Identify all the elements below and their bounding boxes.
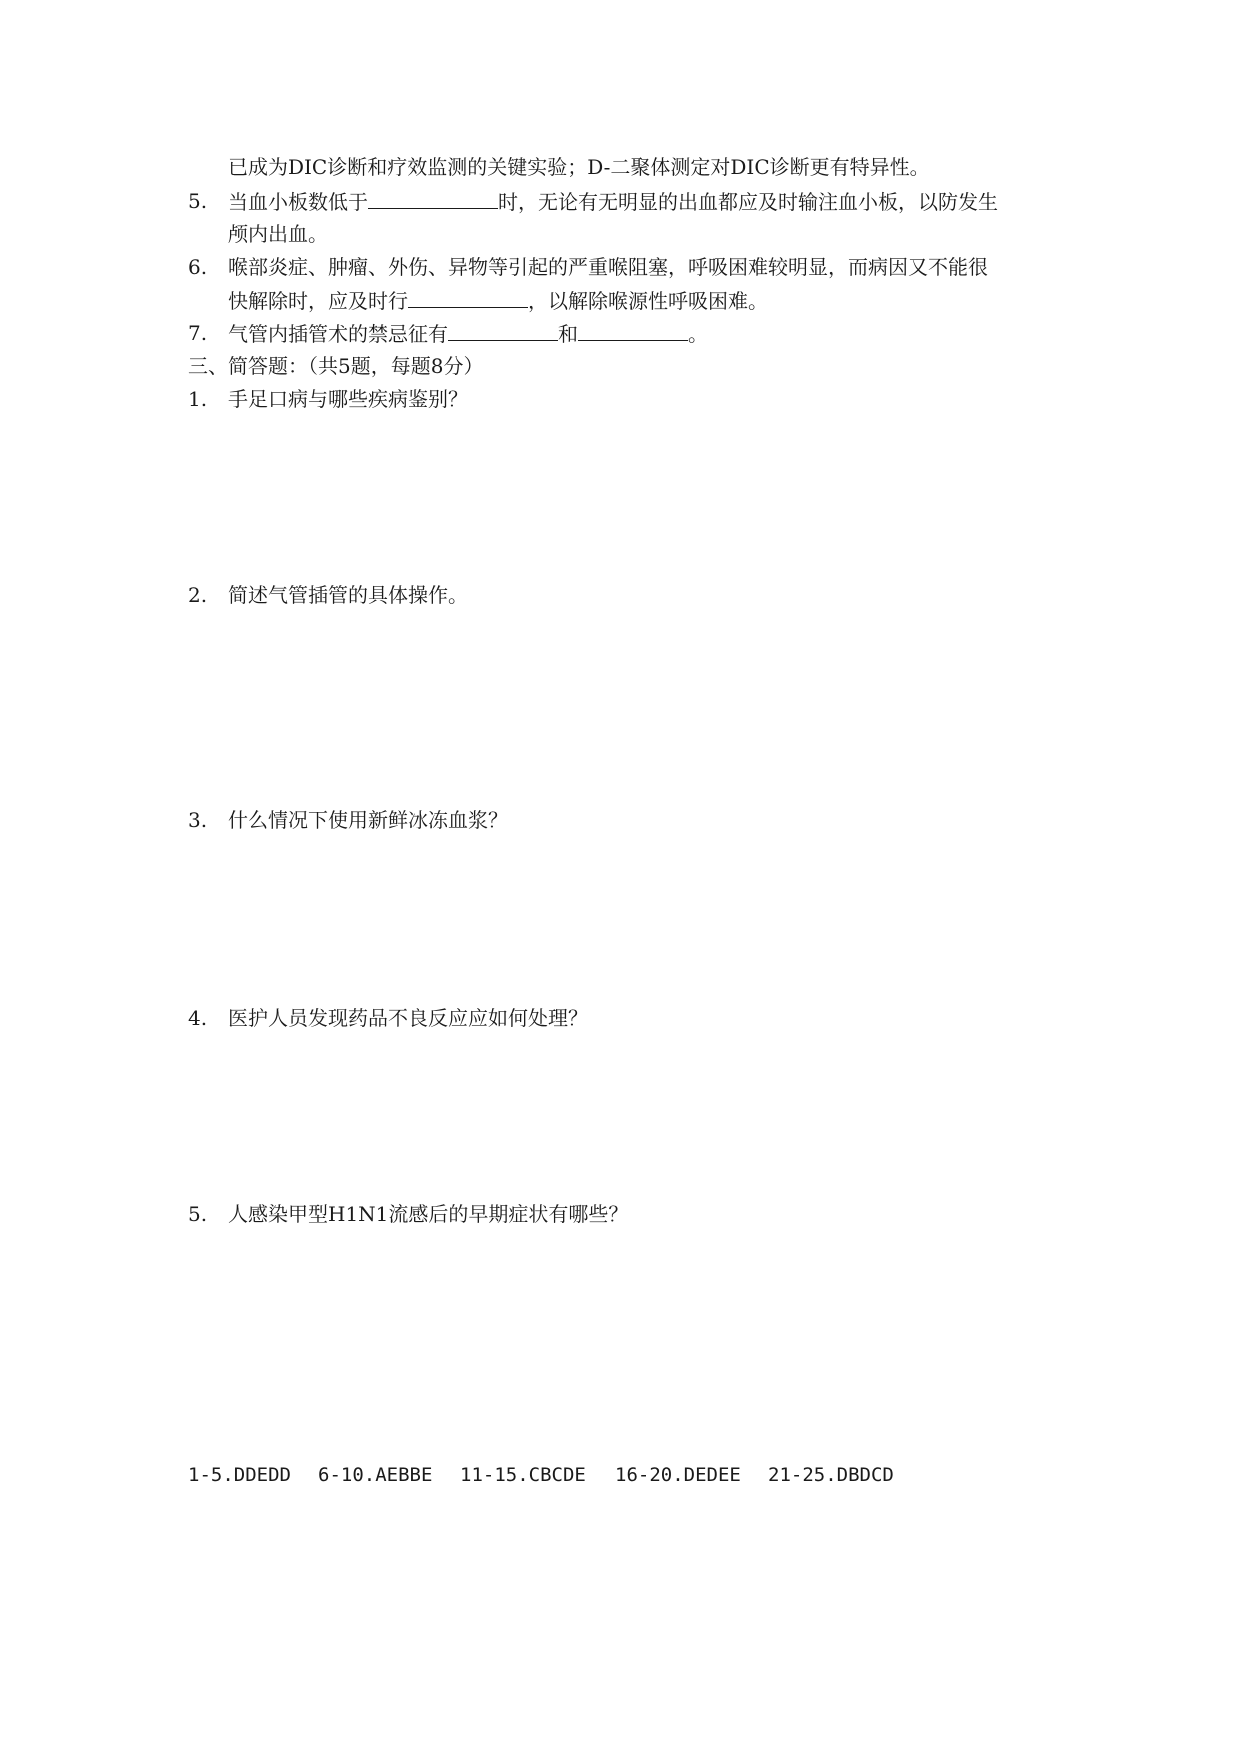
short-question-5 (188, 1201, 629, 1227)
answer-key-group: 11-15.CBCDE (460, 1464, 586, 1486)
question-text: 快解除时，应及时行 (228, 289, 408, 313)
answer-blank[interactable] (448, 320, 558, 341)
fill-question-7 (188, 320, 708, 346)
question-text: 人感染甲型H1N1流感后的早期症状有哪些？ (228, 1202, 629, 1226)
question-number: 5. (188, 1202, 208, 1226)
question-text: 当血小板数低于 (228, 190, 368, 214)
question-text: 和 (558, 322, 578, 346)
question-text: 喉部炎症、肿瘤、外伤、异物等引起的严重喉阻塞，呼吸困难较明显，而病因又不能很 (228, 255, 988, 279)
question-text: 什么情况下使用新鲜冰冻血浆？ (228, 808, 508, 832)
question-text: 简述气管插管的具体操作。 (228, 583, 468, 607)
fill-question-6 (188, 254, 988, 280)
fill-question-6-line-2 (228, 287, 768, 314)
question-number: 1. (188, 387, 208, 411)
question-text: 。 (688, 322, 708, 346)
question-number: 2. (188, 583, 208, 607)
answer-blank[interactable] (578, 320, 688, 341)
short-question-2 (188, 582, 468, 608)
fill-question-5 (188, 188, 998, 214)
question-number: 4. (188, 1006, 208, 1030)
question-number: 3. (188, 808, 208, 832)
question-number: 5. (188, 189, 208, 213)
answer-key-group: 21-25.DBDCD (768, 1464, 894, 1486)
question-text: 时，无论有无明显的出血都应及时输注血小板，以防发生 (498, 190, 998, 214)
fill-question-5-line-2: 颅内出血。 (228, 222, 328, 246)
answer-key-group: 1-5.DDEDD (188, 1464, 291, 1486)
question-number: 7. (188, 321, 208, 345)
answer-key-group: 16-20.DEDEE (615, 1464, 741, 1486)
section-heading: 三、简答题：（共5题，每题8分） (188, 354, 484, 378)
answer-key-group: 6-10.AEBBE (318, 1464, 433, 1486)
answer-blank[interactable] (368, 188, 498, 209)
answer-blank[interactable] (408, 287, 528, 308)
short-question-4 (188, 1005, 588, 1031)
question-text: 手足口病与哪些疾病鉴别？ (228, 387, 468, 411)
question-text: ，以解除喉源性呼吸困难。 (528, 289, 768, 313)
continuation-line: 已成为DIC诊断和疗效监测的关键实验；D-二聚体测定对DIC诊断更有特异性。 (228, 155, 930, 179)
short-question-3 (188, 807, 508, 833)
question-text: 医护人员发现药品不良反应应如何处理？ (228, 1006, 588, 1030)
question-number: 6. (188, 255, 208, 279)
short-question-1 (188, 386, 468, 412)
question-text: 气管内插管术的禁忌征有 (228, 322, 448, 346)
